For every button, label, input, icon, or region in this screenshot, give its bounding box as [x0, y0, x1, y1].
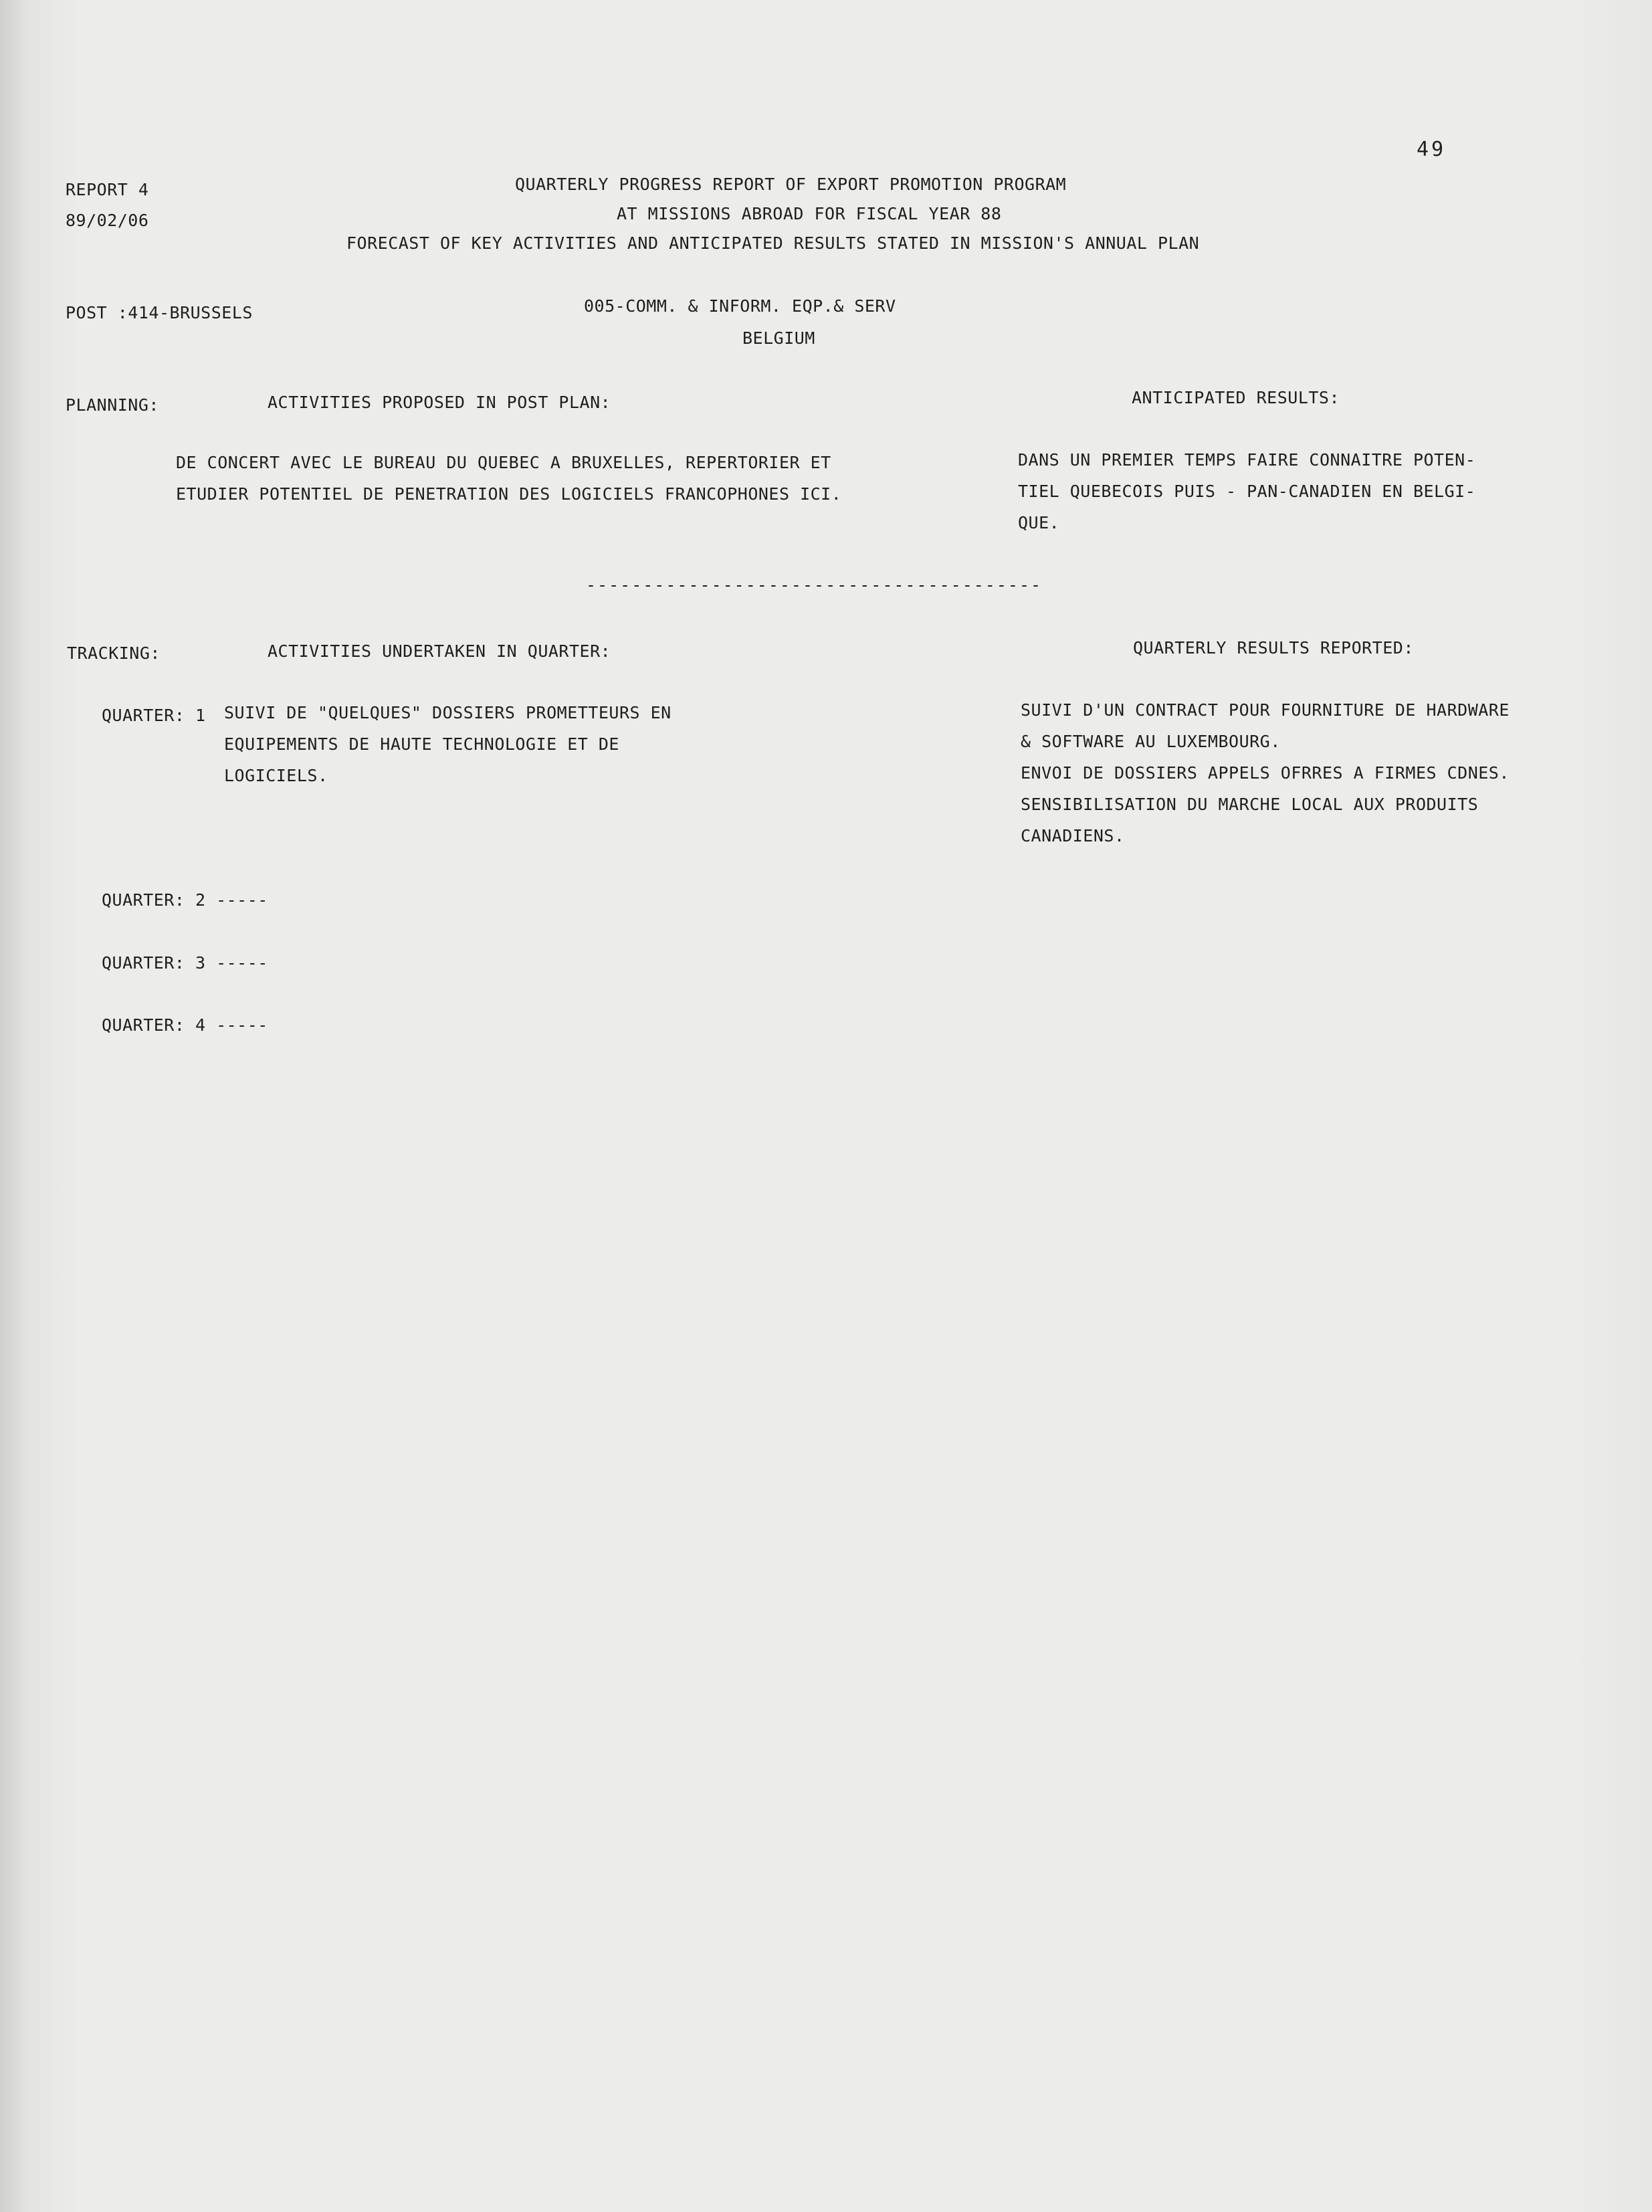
quarter-1-result-line: ENVOI DE DOSSIERS APPELS OFRRES A FIRMES CDNES.: [1021, 763, 1510, 783]
planning-results-heading: ANTICIPATED RESULTS:: [1132, 388, 1340, 407]
tracking-results-heading: QUARTERLY RESULTS REPORTED:: [1133, 638, 1414, 658]
tracking-activities-heading: ACTIVITIES UNDERTAKEN IN QUARTER:: [268, 641, 611, 661]
report-title-line-3: FORECAST OF KEY ACTIVITIES AND ANTICIPATED RESULTS STATED IN MISSION'S ANNUAL PLAN: [346, 233, 1200, 253]
quarter-1-result-line: SENSIBILISATION DU MARCHE LOCAL AUX PRODUITS: [1021, 795, 1479, 814]
sector-code: 005-COMM. & INFORM. EQP.& SERV: [584, 296, 896, 316]
planning-result-line: DANS UN PREMIER TEMPS FAIRE CONNAITRE POTEN-: [1018, 450, 1476, 470]
quarter-1-activity-line: LOGICIELS.: [224, 766, 328, 785]
report-number: REPORT 4: [66, 180, 149, 199]
quarter-4-line: QUARTER: 4 -----: [102, 1015, 268, 1035]
planning-activities-text: [176, 447, 841, 510]
report-title-line-1: QUARTERLY PROGRESS REPORT OF EXPORT PROMOTION PROGRAM: [515, 175, 1067, 194]
planning-activity-line: ETUDIER POTENTIEL DE PENETRATION DES LOGICIELS FRANCOPHONES ICI.: [176, 484, 842, 504]
report-date: 89/02/06: [66, 211, 149, 230]
page-number: 49: [1417, 138, 1447, 161]
section-separator: ----------------------------------------: [586, 575, 1043, 595]
quarter-2-line: QUARTER: 2 -----: [102, 890, 268, 910]
planning-result-line: QUE.: [1018, 513, 1060, 532]
report-title-line-2: AT MISSIONS ABROAD FOR FISCAL YEAR 88: [617, 204, 1002, 223]
tracking-label: TRACKING:: [67, 643, 161, 663]
quarter-1-label: QUARTER: 1: [102, 706, 206, 725]
planning-activities-heading: ACTIVITIES PROPOSED IN POST PLAN:: [268, 393, 611, 412]
planning-results-text: [1018, 444, 1475, 538]
quarter-3-line: QUARTER: 3 -----: [102, 953, 268, 973]
post-code: POST :414-BRUSSELS: [66, 303, 253, 322]
country: BELGIUM: [742, 328, 815, 348]
planning-result-line: TIEL QUEBECOIS PUIS - PAN-CANADIEN EN BELGI-: [1018, 482, 1476, 501]
quarter-1-result-line: SUIVI D'UN CONTRACT POUR FOURNITURE DE HARDWARE: [1021, 700, 1510, 720]
quarter-1-result-line: & SOFTWARE AU LUXEMBOURG.: [1021, 732, 1281, 751]
quarter-1-results: [1021, 694, 1510, 851]
quarter-1-activity-line: EQUIPEMENTS DE HAUTE TECHNOLOGIE ET DE: [224, 734, 619, 754]
quarter-1-activities: [224, 697, 672, 791]
quarter-1-activity-line: SUIVI DE "QUELQUES" DOSSIERS PROMETTEURS EN: [224, 703, 672, 722]
quarter-1-result-line: CANADIENS.: [1021, 826, 1125, 845]
planning-label: PLANNING:: [66, 395, 159, 415]
planning-activity-line: DE CONCERT AVEC LE BUREAU DU QUEBEC A BRUXELLES, REPERTORIER ET: [176, 453, 831, 472]
